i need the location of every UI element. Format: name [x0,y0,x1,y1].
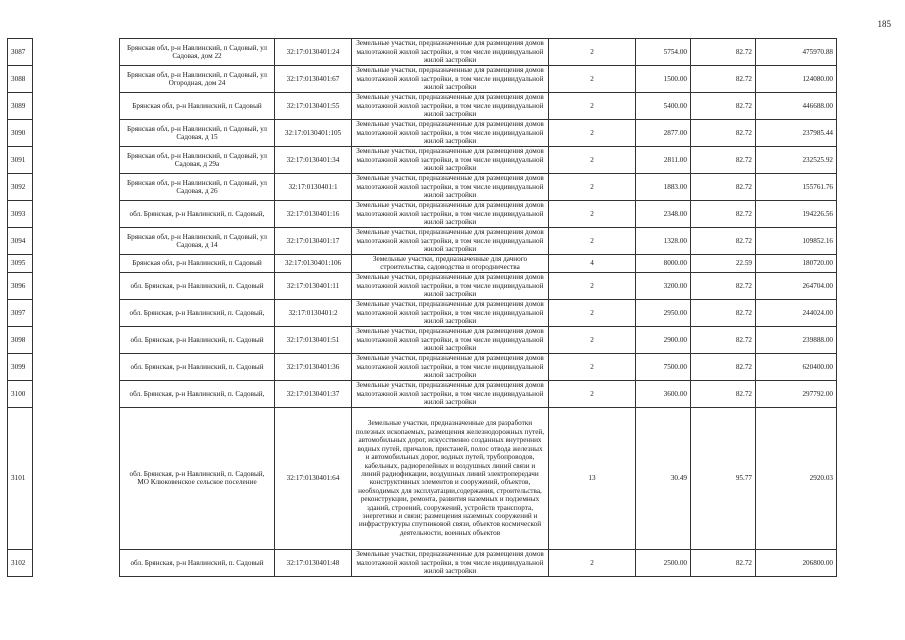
category-cell: 2 [549,201,636,228]
address-cell: Брянская обл, р-н Навлинский, п Садовый, ул Садовая, д 14 [120,228,275,255]
spacer [33,66,120,93]
row-number: 3089 [8,93,33,120]
table-row [8,120,837,147]
area-cell: 1500.00 [636,66,691,93]
land-use-cell: Земельные участки, предназначенные для дачного строительства, садоводства и огородничества [352,255,549,273]
spacer [33,174,120,201]
address-cell: обл. Брянская, р-н Навлинский, п. Садовый [120,549,275,576]
category-cell: 2 [549,326,636,353]
cadastral-value-cell: 446688.00 [756,93,837,120]
cadastral-value-cell: 206800.00 [756,549,837,576]
table-row [8,93,837,120]
area-cell: 8000.00 [636,255,691,273]
land-use-cell: Земельные участки, предназначенные для размещения домов малоэтажной жилой застройки, в том числе индивидуальной жилой застройки [352,326,549,353]
rate-cell: 82.72 [691,228,756,255]
rate-cell: 82.72 [691,93,756,120]
cadastral-number-cell: 32:17:0130401:55 [275,93,352,120]
land-use-cell: Земельные участки, предназначенные для размещения домов малоэтажной жилой застройки, в том числе индивидуальной жилой застройки [352,39,549,66]
cadastral-value-cell: 109852.16 [756,228,837,255]
rate-cell: 82.72 [691,326,756,353]
cadastral-value-cell: 620400.00 [756,353,837,380]
address-cell: обл. Брянская, р-н Навлинский, п. Садовый, [120,201,275,228]
rate-cell: 22.59 [691,255,756,273]
table-row [8,66,837,93]
row-number: 3097 [8,299,33,326]
cadastral-number-cell: 32:17:0130401:34 [275,147,352,174]
land-use-cell: Земельные участки, предназначенные для размещения домов малоэтажной жилой застройки, в том числе индивидуальной жилой застройки [352,353,549,380]
cadastral-number-cell: 32:17:0130401:2 [275,299,352,326]
spacer [33,353,120,380]
row-number: 3101 [8,407,33,549]
address-cell: обл. Брянская, р-н Навлинский, п. Садовый [120,353,275,380]
cadastral-value-cell: 124080.00 [756,66,837,93]
cadastral-number-cell: 32:17:0130401:24 [275,39,352,66]
row-number: 3095 [8,255,33,273]
spacer [33,147,120,174]
rate-cell: 82.72 [691,120,756,147]
rate-cell: 82.72 [691,174,756,201]
cadastral-value-cell: 264704.00 [756,272,837,299]
rate-cell: 82.72 [691,147,756,174]
area-cell: 7500.00 [636,353,691,380]
row-number: 3100 [8,380,33,407]
rate-cell: 82.72 [691,39,756,66]
cadastral-number-cell: 32:17:0130401:105 [275,120,352,147]
category-cell: 2 [549,380,636,407]
land-use-cell: Земельные участки, предназначенные для размещения домов малоэтажной жилой застройки, в том числе индивидуальной жилой застройки [352,93,549,120]
table-row [8,272,837,299]
rate-cell: 82.72 [691,66,756,93]
table-row [8,353,837,380]
category-cell: 2 [549,272,636,299]
land-use-cell: Земельные участки, предназначенные для размещения домов малоэтажной жилой застройки, в том числе индивидуальной жилой застройки [352,201,549,228]
land-use-cell: Земельные участки, предназначенные для размещения домов малоэтажной жилой застройки, в том числе индивидуальной жилой застройки [352,174,549,201]
address-cell: Брянская обл, р-н Навлинский, п Садовый [120,93,275,120]
rate-cell: 82.72 [691,549,756,576]
cadastral-number-cell: 32:17:0130401:16 [275,201,352,228]
land-use-cell: Земельные участки, предназначенные для размещения домов малоэтажной жилой застройки, в том числе индивидуальной жилой застройки [352,299,549,326]
cadastral-number-cell: 32:17:0130401:11 [275,272,352,299]
land-use-cell: Земельные участки, предназначенные для размещения домов малоэтажной жилой застройки, в том числе индивидуальной жилой застройки [352,380,549,407]
row-number: 3094 [8,228,33,255]
table-row [8,299,837,326]
spacer [33,39,120,66]
rate-cell: 82.72 [691,272,756,299]
address-cell: обл. Брянская, р-н Навлинский, п. Садовый [120,272,275,299]
cadastral-value-cell: 155761.76 [756,174,837,201]
cadastral-number-cell: 32:17:0130401:48 [275,549,352,576]
land-use-cell: Земельные участки, предназначенные для размещения домов малоэтажной жилой застройки, в том числе индивидуальной жилой застройки [352,549,549,576]
cadastral-number-cell: 32:17:0130401:51 [275,326,352,353]
land-use-cell: Земельные участки, предназначенные для размещения домов малоэтажной жилой застройки, в том числе индивидуальной жилой застройки [352,120,549,147]
rate-cell: 82.72 [691,380,756,407]
address-cell: обл. Брянская, р-н Навлинский, п. Садовый, [120,380,275,407]
cadastral-number-cell: 32:17:0130401:64 [275,407,352,549]
area-cell: 2950.00 [636,299,691,326]
category-cell: 2 [549,39,636,66]
cadastral-value-cell: 232525.92 [756,147,837,174]
cadastral-value-cell: 180720.00 [756,255,837,273]
row-number: 3088 [8,66,33,93]
address-cell: Брянская обл, р-н Навлинский, п Садовый, ул Садовая, дом 22 [120,39,275,66]
area-cell: 30.49 [636,407,691,549]
rate-cell: 82.72 [691,201,756,228]
category-cell: 2 [549,174,636,201]
category-cell: 2 [549,353,636,380]
category-cell: 2 [549,120,636,147]
address-cell: Брянская обл, р-н Навлинский, п Садовый, ул Садовая, д 29а [120,147,275,174]
cadastral-value-cell: 244024.00 [756,299,837,326]
area-cell: 1883.00 [636,174,691,201]
land-use-cell: Земельные участки, предназначенные для размещения домов малоэтажной жилой застройки, в том числе индивидуальной жилой застройки [352,228,549,255]
cadastral-value-cell: 297792.00 [756,380,837,407]
row-number: 3099 [8,353,33,380]
rate-cell: 95.77 [691,407,756,549]
land-use-cell: Земельные участки, предназначенные для размещения домов малоэтажной жилой застройки, в том числе индивидуальной жилой застройки [352,66,549,93]
address-cell: обл. Брянская, р-н Навлинский, п. Садовый [120,326,275,353]
row-number: 3098 [8,326,33,353]
table-row [8,147,837,174]
spacer [33,407,120,549]
rate-cell: 82.72 [691,353,756,380]
area-cell: 5400.00 [636,93,691,120]
row-number: 3087 [8,39,33,66]
address-cell: обл. Брянская, р-н Навлинский, п. Садовый, МО Клюковенское сельское поселение [120,407,275,549]
cadastral-number-cell: 32:17:0130401:37 [275,380,352,407]
page-number: 185 [877,19,891,29]
land-use-cell: Земельные участки, предназначенные для размещения домов малоэтажной жилой застройки, в том числе индивидуальной жилой застройки [352,272,549,299]
spacer [33,380,120,407]
table-row [8,380,837,407]
address-cell: Брянская обл, р-н Навлинский, п Садовый, ул Садовая, д 26 [120,174,275,201]
table-row [8,255,837,273]
cadastral-value-cell: 237985.44 [756,120,837,147]
cadastral-value-table [7,38,837,577]
table-row [8,39,837,66]
area-cell: 2348.00 [636,201,691,228]
row-number: 3096 [8,272,33,299]
table-row [8,407,837,549]
spacer [33,326,120,353]
spacer [33,228,120,255]
area-cell: 5754.00 [636,39,691,66]
spacer [33,120,120,147]
spacer [33,549,120,576]
table-row [8,549,837,576]
cadastral-value-cell: 239888.00 [756,326,837,353]
area-cell: 2900.00 [636,326,691,353]
land-use-cell: Земельные участки, предназначенные для размещения домов малоэтажной жилой застройки, в том числе индивидуальной жилой застройки [352,147,549,174]
cadastral-value-cell: 2920.03 [756,407,837,549]
address-cell: Брянская обл, р-н Навлинский, п Садовый [120,255,275,273]
cadastral-number-cell: 32:17:0130401:1 [275,174,352,201]
category-cell: 2 [549,299,636,326]
category-cell: 4 [549,255,636,273]
cadastral-number-cell: 32:17:0130401:36 [275,353,352,380]
address-cell: Брянская обл, р-н Навлинский, п Садовый, ул Садовая, д 15 [120,120,275,147]
area-cell: 2500.00 [636,549,691,576]
category-cell: 13 [549,407,636,549]
area-cell: 2811.00 [636,147,691,174]
area-cell: 3200.00 [636,272,691,299]
cadastral-number-cell: 32:17:0130401:67 [275,66,352,93]
row-number: 3091 [8,147,33,174]
table-row [8,228,837,255]
cadastral-value-cell: 194226.56 [756,201,837,228]
spacer [33,201,120,228]
area-cell: 2877.00 [636,120,691,147]
cadastral-number-cell: 32:17:0130401:106 [275,255,352,273]
row-number: 3102 [8,549,33,576]
spacer [33,299,120,326]
rate-cell: 82.72 [691,299,756,326]
category-cell: 2 [549,228,636,255]
category-cell: 2 [549,549,636,576]
land-use-cell: Земельные участки, предназначенные для разработки полезных ископаемых, размещения железнодорожных путей, автомобильных дорог, искусственно созданных внутренних водных путей, причалов, пристаней, полос отвода железных и автомобильных дорог, водных путей, трубопроводов, кабельных, радиорелейных и воздушных линий связи и линий радиофикации, воздушных линий электропередачи конструктивных элементов и сооружений, объектов, необходимых для эксплуатации,содержания, строительства, реконструкции, ремонта, развития наземных и подземных зданий, строений, сооружений, устройств транспорта, энергетики и связи; размещения наземных сооружений и инфраструктуры спутниковой связи, объектов космической деятельности, военных объектов [352,407,549,549]
address-cell: Брянская обл, р-н Навлинский, п Садовый, ул Огородная, дом 24 [120,66,275,93]
address-cell: обл. Брянская, р-н Навлинский, п. Садовый, [120,299,275,326]
table-row [8,326,837,353]
row-number: 3090 [8,120,33,147]
cadastral-value-cell: 475970.88 [756,39,837,66]
row-number: 3093 [8,201,33,228]
spacer [33,93,120,120]
category-cell: 2 [549,93,636,120]
row-number: 3092 [8,174,33,201]
spacer [33,255,120,273]
cadastral-number-cell: 32:17:0130401:17 [275,228,352,255]
category-cell: 2 [549,66,636,93]
category-cell: 2 [549,147,636,174]
table-row [8,174,837,201]
area-cell: 1328.00 [636,228,691,255]
area-cell: 3600.00 [636,380,691,407]
spacer [33,272,120,299]
table-row [8,201,837,228]
